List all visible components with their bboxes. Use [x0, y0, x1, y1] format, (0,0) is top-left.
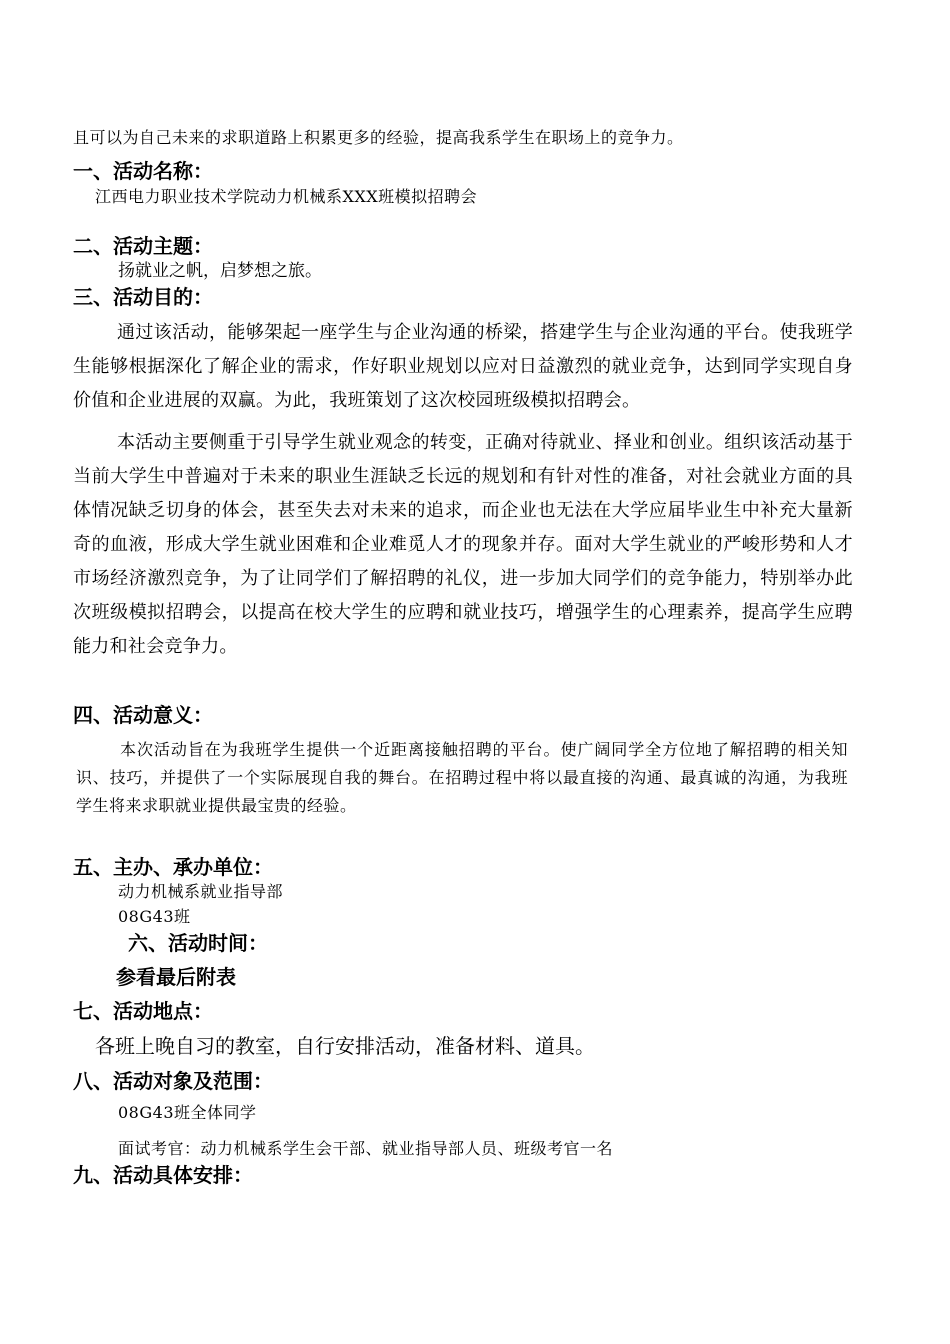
section-9-heading: 九、活动具体安排：	[73, 1163, 253, 1187]
section-2-heading: 二、活动主题：	[73, 234, 213, 258]
section-2-content: 扬就业之帆，启梦想之旅。	[118, 261, 322, 281]
section-1-heading: 一、活动名称：	[73, 159, 213, 183]
section-7-heading: 七、活动地点：	[73, 999, 213, 1023]
section-4-paragraph: 本次活动旨在为我班学生提供一个近距离接触招聘的平台。使广阔同学全方位地了解招聘的相关知识、技巧，并提供了一个实际展现自我的舞台。在招聘过程中将以最直接的沟通、最真诚的沟通，为我班学生将来求职就业提供最宝贵的经验。	[76, 740, 848, 815]
section-5-co-organizer: 08G43班	[118, 907, 191, 926]
section-5-heading: 五、主办、承办单位：	[73, 855, 273, 879]
section-6-heading: 六、活动时间：	[128, 931, 268, 955]
section-5-organizer: 动力机械系就业指导部	[118, 882, 284, 901]
section-8-heading: 八、活动对象及范围：	[73, 1069, 273, 1093]
section-3-paragraph-1: 通过该活动，能够架起一座学生与企业沟通的桥梁，搭建学生与企业沟通的平台。使我班学生能够根据深化了解企业的需求，作好职业规划以应对日益激烈的就业竞争，达到同学实现自身价值和企业进展的双赢。为此，我班策划了这次校园班级模拟招聘会。	[73, 322, 853, 411]
intro-line: 且可以为自己未来的求职道路上积累更多的经验，提高我系学生在职场上的竞争力。	[73, 128, 684, 147]
section-8-target: 08G43班全体同学	[118, 1103, 257, 1122]
section-7-content: 各班上晚自习的教室，自行安排活动，准备材料、道具。	[95, 1034, 595, 1058]
section-4-heading: 四、活动意义：	[73, 703, 213, 727]
section-1-content: 江西电力职业技术学院动力机械系XXX班模拟招聘会	[95, 187, 478, 206]
section-3-heading: 三、活动目的：	[73, 285, 213, 309]
section-8-examiners: 面试考官：动力机械系学生会干部、就业指导部人员、班级考官一名	[118, 1139, 614, 1158]
section-3-paragraph-2: 本活动主要侧重于引导学生就业观念的转变，正确对待就业、择业和创业。组织该活动基于当前大学生中普遍对于未来的职业生涯缺乏长远的规划和有针对性的准备，对社会就业方面的具体情况缺乏切身的体会，甚至失去对未来的追求，而企业也无法在大学应届毕业生中补充大量新奇的血液，形成大学生就业困难和企业难觅人才的现象并存。面对大学生就业的严峻形势和人才市场经济激烈竞争，为了让同学们了解招聘的礼仪，进一步加大同学们的竞争能力，特别举办此次班级模拟招聘会，以提高在校大学生的应聘和就业技巧，增强学生的心理素养，提高学生应聘能力和社会竞争力。	[73, 432, 853, 657]
section-6-content: 参看最后附表	[116, 965, 236, 989]
